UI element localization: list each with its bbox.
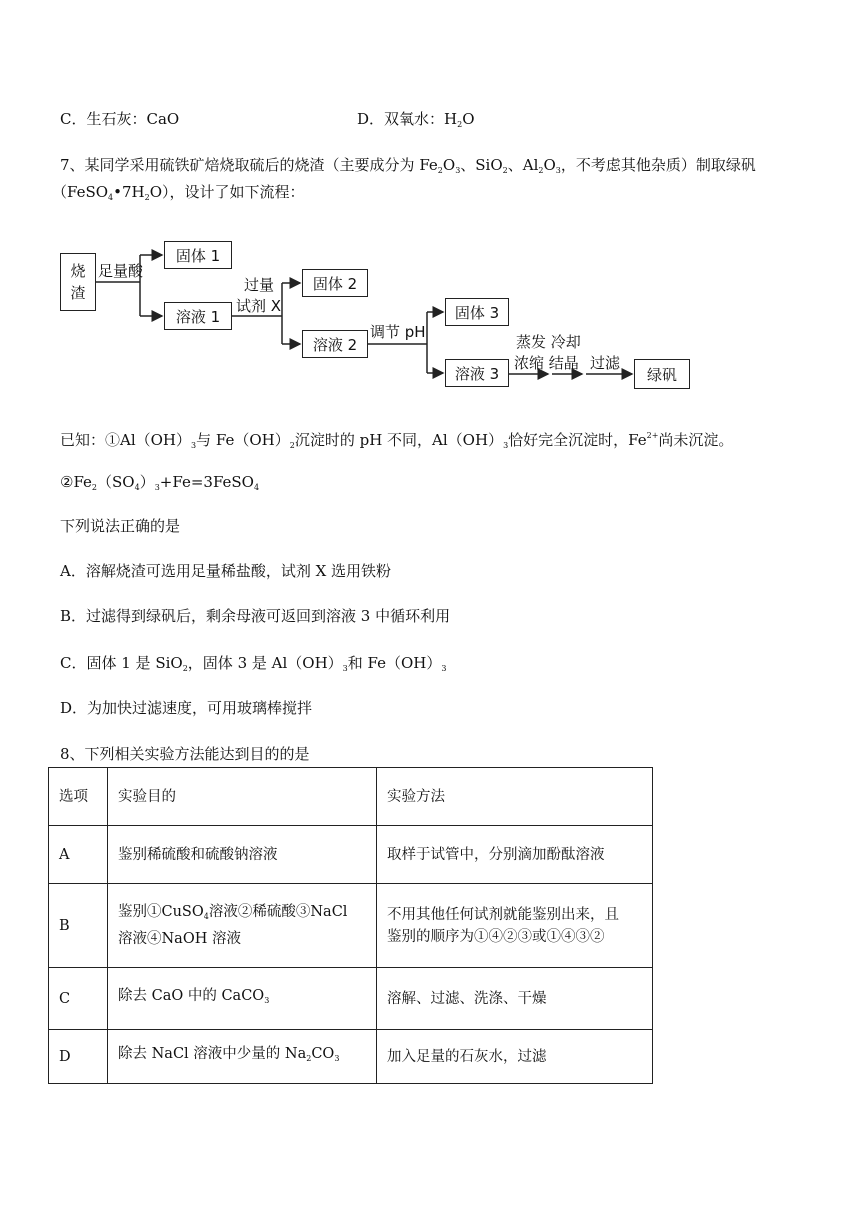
box-green-vitriol: 绿矾 [634,359,690,389]
q8-stem: 8、下列相关实验方法能达到目的的是 [60,745,310,763]
header-method: 实验方法 [377,768,653,826]
box-solid-1: 固体 1 [164,241,232,269]
box-solid-2: 固体 2 [302,269,368,297]
label-reagent-x: 试剂 X [236,297,282,315]
row-method: 加入足量的石灰水，过滤 [377,1030,653,1084]
box-cinder: 烧渣 [60,253,96,311]
q7-option-b[interactable]: B．过滤得到绿矾后，剩余母液可返回到溶液 3 中循环利用 [60,607,451,625]
q7-stem-line2: $(FeSO_4•7H_2O)$，设计了如下流程： [52,183,305,202]
known-2: $②Fe_2(SO_4)_3+Fe=3FeSO_4$ [60,473,260,492]
row-key: B [49,884,108,968]
row-method: 溶解、过滤、洗涤、干燥 [377,968,653,1030]
box-solid-3: 固体 3 [445,298,509,326]
header-option: 选项 [49,768,108,826]
label-excess-acid: 足量酸 [98,262,144,280]
row-key: C [49,968,108,1030]
row-purpose: 鉴别稀硫酸和硫酸钠溶液 [108,826,377,884]
row-key: D [49,1030,108,1084]
box-solution-1: 溶液 1 [164,302,232,330]
known-1: 已知：$①Al(OH)_3$与 $Fe(OH)_2$沉淀时的 pH 不同，$Al(OH)_3$恰好完全沉淀时，$Fe^{2+}$尚未沉淀。 [60,431,734,450]
row-key: A [49,826,108,884]
header-purpose: 实验目的 [108,768,377,826]
option-d-prev: D．双氧水：$H_2O$ [357,110,475,129]
table-row[interactable] [49,826,653,884]
q8-options-table [48,767,653,1084]
table-row[interactable] [49,968,653,1030]
option-c-prev: C．生石灰：CaO [60,110,180,128]
table-row[interactable] [49,884,653,968]
table-header-row [49,768,653,826]
row-method: 不用其他任何试剂就能鉴别出来，且 鉴别的顺序为①④②③或①④③② [377,884,653,968]
box-solution-2: 溶液 2 [302,330,368,358]
q7-option-a[interactable]: A．溶解烧渣可选用足量稀盐酸，试剂 X 选用铁粉 [60,562,392,580]
q7-option-d[interactable]: D．为加快过滤速度，可用玻璃棒搅拌 [60,699,313,717]
row-purpose: 除去 CaO 中的 CaCO$_3$ [108,968,377,1030]
row-purpose: 鉴别①CuSO$_4$溶液②稀硫酸③NaCl 溶液④NaOH 溶液 [108,884,377,968]
row-method: 取样于试管中，分别滴加酚酞溶液 [377,826,653,884]
q7-option-c[interactable]: C．固体 1 是 SiO$_2$，固体 3 是 $Al(OH)_3$和 $Fe(OH)_3$ [60,654,447,673]
row-purpose: 除去 NaCl 溶液中少量的 $Na_2CO_3$ [108,1030,377,1084]
label-evaporate-cool: 蒸发 冷却 [516,333,581,351]
flow-arrows [0,0,860,420]
label-concentrate-crystallize: 浓缩 结晶 [514,354,579,372]
q7-prompt: 下列说法正确的是 [60,517,181,535]
q7-stem-line1: 7、某同学采用硫铁矿焙烧取硫后的烧渣（主要成分为 $Fe_2O_3$、SiO$_2$、$Al_2O_3$，不考虑其他杂质）制取绿矾 [60,156,756,175]
box-solution-3: 溶液 3 [445,359,509,387]
table-row[interactable] [49,1030,653,1084]
label-adjust-ph: 调节 pH [370,323,426,341]
label-filter: 过滤 [590,354,621,372]
label-excess: 过量 [244,276,275,294]
